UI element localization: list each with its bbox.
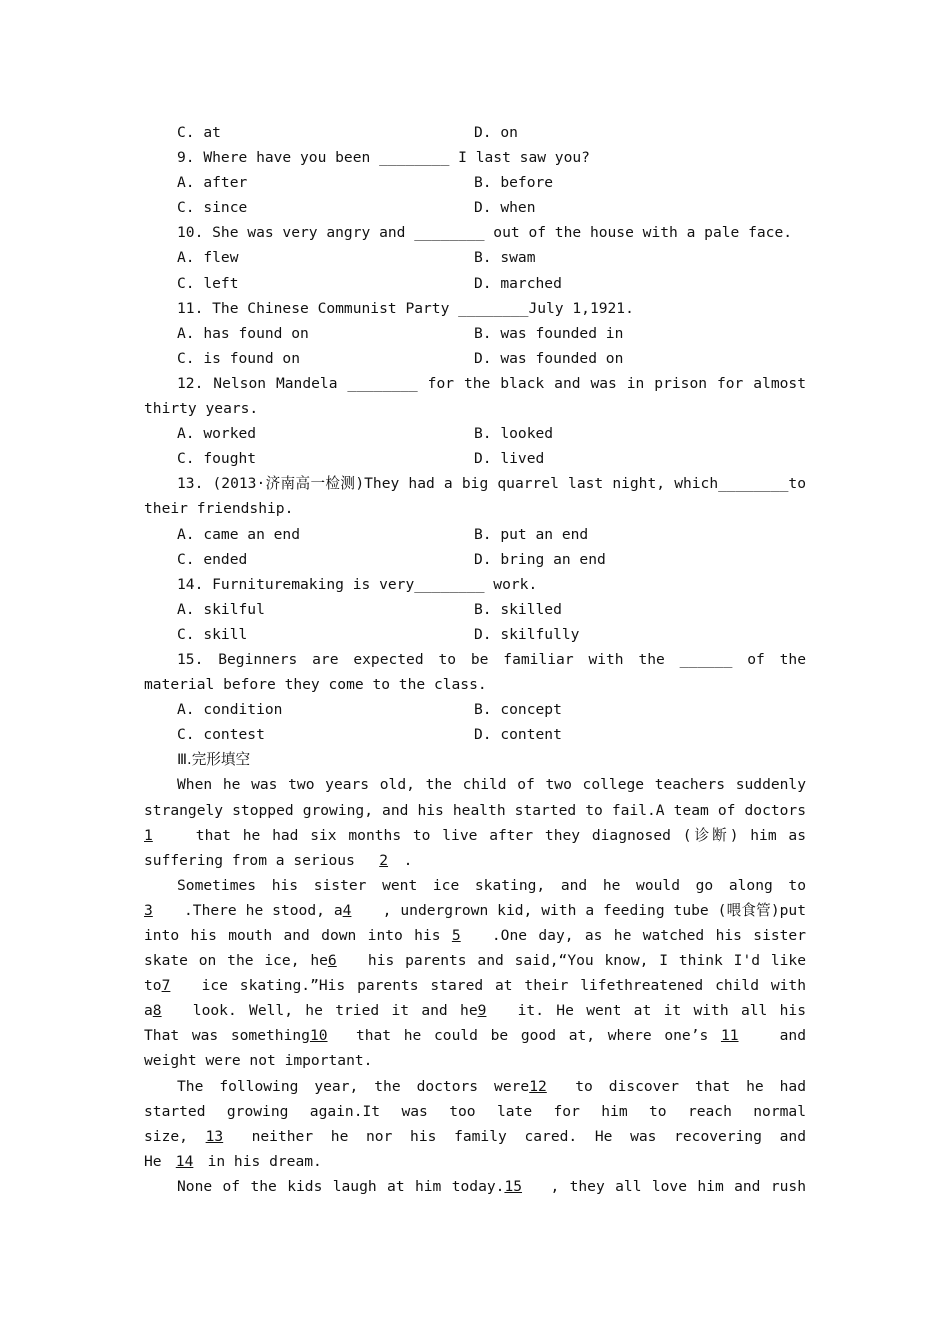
passage-text: .There he stood, a: [184, 901, 343, 919]
passage-text: that he could be good at, where one’s: [355, 1027, 721, 1045]
option-left: C. left: [177, 274, 239, 292]
passage-line: [144, 823, 806, 848]
passage-text: to discover that he had: [575, 1077, 806, 1095]
passage-line: [144, 1099, 806, 1124]
cloze-blank: 11: [720, 1027, 739, 1045]
option-row: [144, 346, 806, 371]
option-right: D. when: [474, 199, 536, 217]
cloze-blank: 14: [175, 1152, 194, 1170]
passage-text: started growing again.It was too late for him to reach normal: [144, 1102, 806, 1120]
passage-line: [144, 798, 806, 823]
passage-line: [144, 1174, 806, 1199]
cloze-blank: 3: [144, 901, 153, 919]
cloze-blank: 2: [379, 851, 389, 869]
passage-line: [144, 873, 806, 898]
passage-line: [144, 1149, 806, 1174]
option-right: B. was founded in: [474, 324, 624, 342]
passage-text: , they all love him and rush: [550, 1177, 806, 1195]
option-row: [144, 321, 806, 346]
cloze-blank: 4: [342, 901, 352, 919]
option-right: B. put an end: [474, 525, 589, 543]
passage-line: [144, 948, 806, 973]
option-row: [144, 547, 806, 572]
passage-text: , undergrown kid, with a feeding tube (喂食管)put: [382, 901, 806, 919]
option-right: B. skilled: [474, 600, 562, 618]
passage-line: [144, 923, 806, 948]
passage-text: his parents and said,“You know, I think I'd like: [367, 952, 806, 970]
option-row: [144, 170, 806, 195]
option-right: D. skilfully: [474, 625, 580, 643]
passage-line: [144, 973, 806, 998]
option-right: D. content: [474, 726, 562, 744]
cloze-blank: 13: [205, 1127, 224, 1145]
option-row: [144, 245, 806, 270]
section-heading: Ⅲ.完形填空: [177, 751, 251, 769]
passage-text: in his dream.: [207, 1152, 322, 1170]
question-line: 10. She was very angry and ________ out of the house with a pale face.: [177, 224, 793, 242]
question-continuation: thirty years.: [144, 400, 259, 418]
passage-text: to: [144, 977, 162, 995]
option-row: [144, 722, 806, 747]
passage-text: .: [403, 851, 413, 869]
passage-text: None of the kids laugh at him today.: [177, 1177, 505, 1195]
option-left: C. at: [177, 124, 221, 141]
option-row: [144, 522, 806, 547]
passage-text: strangely stopped growing, and his health started to fail.A team of doctors: [144, 801, 806, 819]
passage-text: that he had six months to live after they diagnosed (诊断) him as: [184, 826, 806, 844]
cloze-blank: 10: [309, 1027, 328, 1045]
option-row: [144, 421, 806, 446]
cloze-blank: 9: [477, 1002, 487, 1020]
passage-text: skate on the ice, he: [144, 952, 328, 970]
question-line: 13. (2013·济南高一检测)They had a big quarrel last night, which________to: [177, 475, 806, 493]
question-line: 14. Furnituremaking is very________ work.: [177, 575, 538, 593]
passage-text: That was something: [144, 1027, 310, 1045]
passage-line: [144, 848, 806, 873]
option-left: C. is found on: [177, 349, 301, 367]
option-left: A. came an end: [177, 525, 301, 543]
option-right: B. swam: [474, 249, 536, 267]
option-right: B. concept: [474, 701, 562, 719]
option-row: [144, 697, 806, 722]
option-left: A. worked: [177, 425, 257, 443]
cloze-blank: 15: [504, 1177, 523, 1195]
option-row: [144, 271, 806, 296]
passage-text: neither he nor his family cared. He was recovering and: [251, 1127, 806, 1145]
passage-text: a: [144, 1002, 153, 1020]
option-row: [144, 622, 806, 647]
question-line: 11. The Chinese Communist Party ________July 1,1921.: [177, 299, 634, 317]
question-continuation: material before they come to the class.: [144, 676, 487, 694]
passage-text: He: [144, 1152, 162, 1170]
question-line: 15. Beginners are expected to be familiar with the ______ of the: [177, 650, 806, 668]
option-left: A. has found on: [177, 324, 309, 342]
passage-line: [144, 772, 806, 797]
option-right: D. bring an end: [474, 550, 606, 568]
option-left: A. after: [177, 174, 248, 192]
option-left: A. condition: [177, 701, 283, 719]
option-row: [144, 120, 806, 145]
option-left: C. since: [177, 199, 248, 217]
option-left: C. fought: [177, 450, 257, 468]
question-line: 12. Nelson Mandela ________ for the black and was in prison for almost: [177, 374, 806, 392]
option-right: D. marched: [474, 274, 562, 292]
cloze-blank: 1: [144, 826, 153, 844]
option-row: [144, 597, 806, 622]
passage-text: suffering from a serious: [144, 851, 364, 869]
passage-line: [144, 1023, 806, 1048]
cloze-blank: 6: [327, 952, 337, 970]
passage-text: Sometimes his sister went ice skating, and he would go along to: [177, 876, 806, 894]
passage-text: and: [766, 1027, 806, 1045]
passage-text: When he was two years old, the child of two college teachers suddenly: [177, 776, 806, 794]
passage-line: [144, 898, 806, 923]
passage-text: The following year, the doctors were: [177, 1077, 530, 1095]
option-left: C. skill: [177, 625, 248, 643]
passage-line: [144, 1124, 806, 1149]
option-right: D. was founded on: [474, 349, 624, 367]
cloze-blank: 8: [152, 1002, 162, 1020]
passage-text: into his mouth and down into his: [144, 927, 452, 944]
question-line: 9. Where have you been ________ I last saw you?: [177, 149, 590, 167]
passage-text: size,: [144, 1127, 206, 1145]
option-left: C. contest: [177, 726, 265, 744]
passage-text: weight were not important.: [144, 1052, 373, 1070]
question-continuation: their friendship.: [144, 500, 294, 518]
cloze-blank: 5: [451, 927, 461, 944]
passage-line: [144, 1074, 806, 1099]
passage-text: look. Well, he tried it and he: [192, 1002, 478, 1020]
option-left: A. flew: [177, 249, 239, 267]
option-right: D. on: [474, 124, 518, 141]
option-left: A. skilful: [177, 600, 265, 618]
option-row: [144, 195, 806, 220]
option-left: C. ended: [177, 550, 248, 568]
passage-line: [144, 998, 806, 1023]
option-right: B. looked: [474, 425, 554, 443]
option-row: [144, 446, 806, 471]
cloze-blank: 12: [529, 1077, 547, 1095]
cloze-blank: 7: [161, 977, 171, 995]
passage-text: .One day, as he watched his sister: [491, 927, 806, 944]
exam-content: [144, 120, 806, 1199]
option-right: B. before: [474, 174, 554, 192]
passage-text: ice skating.”His parents stared at their lifethreatened child with: [201, 977, 806, 995]
passage-text: it. He went at it with all his: [517, 1002, 806, 1020]
option-right: D. lived: [474, 450, 545, 468]
passage-line: [144, 1048, 806, 1073]
